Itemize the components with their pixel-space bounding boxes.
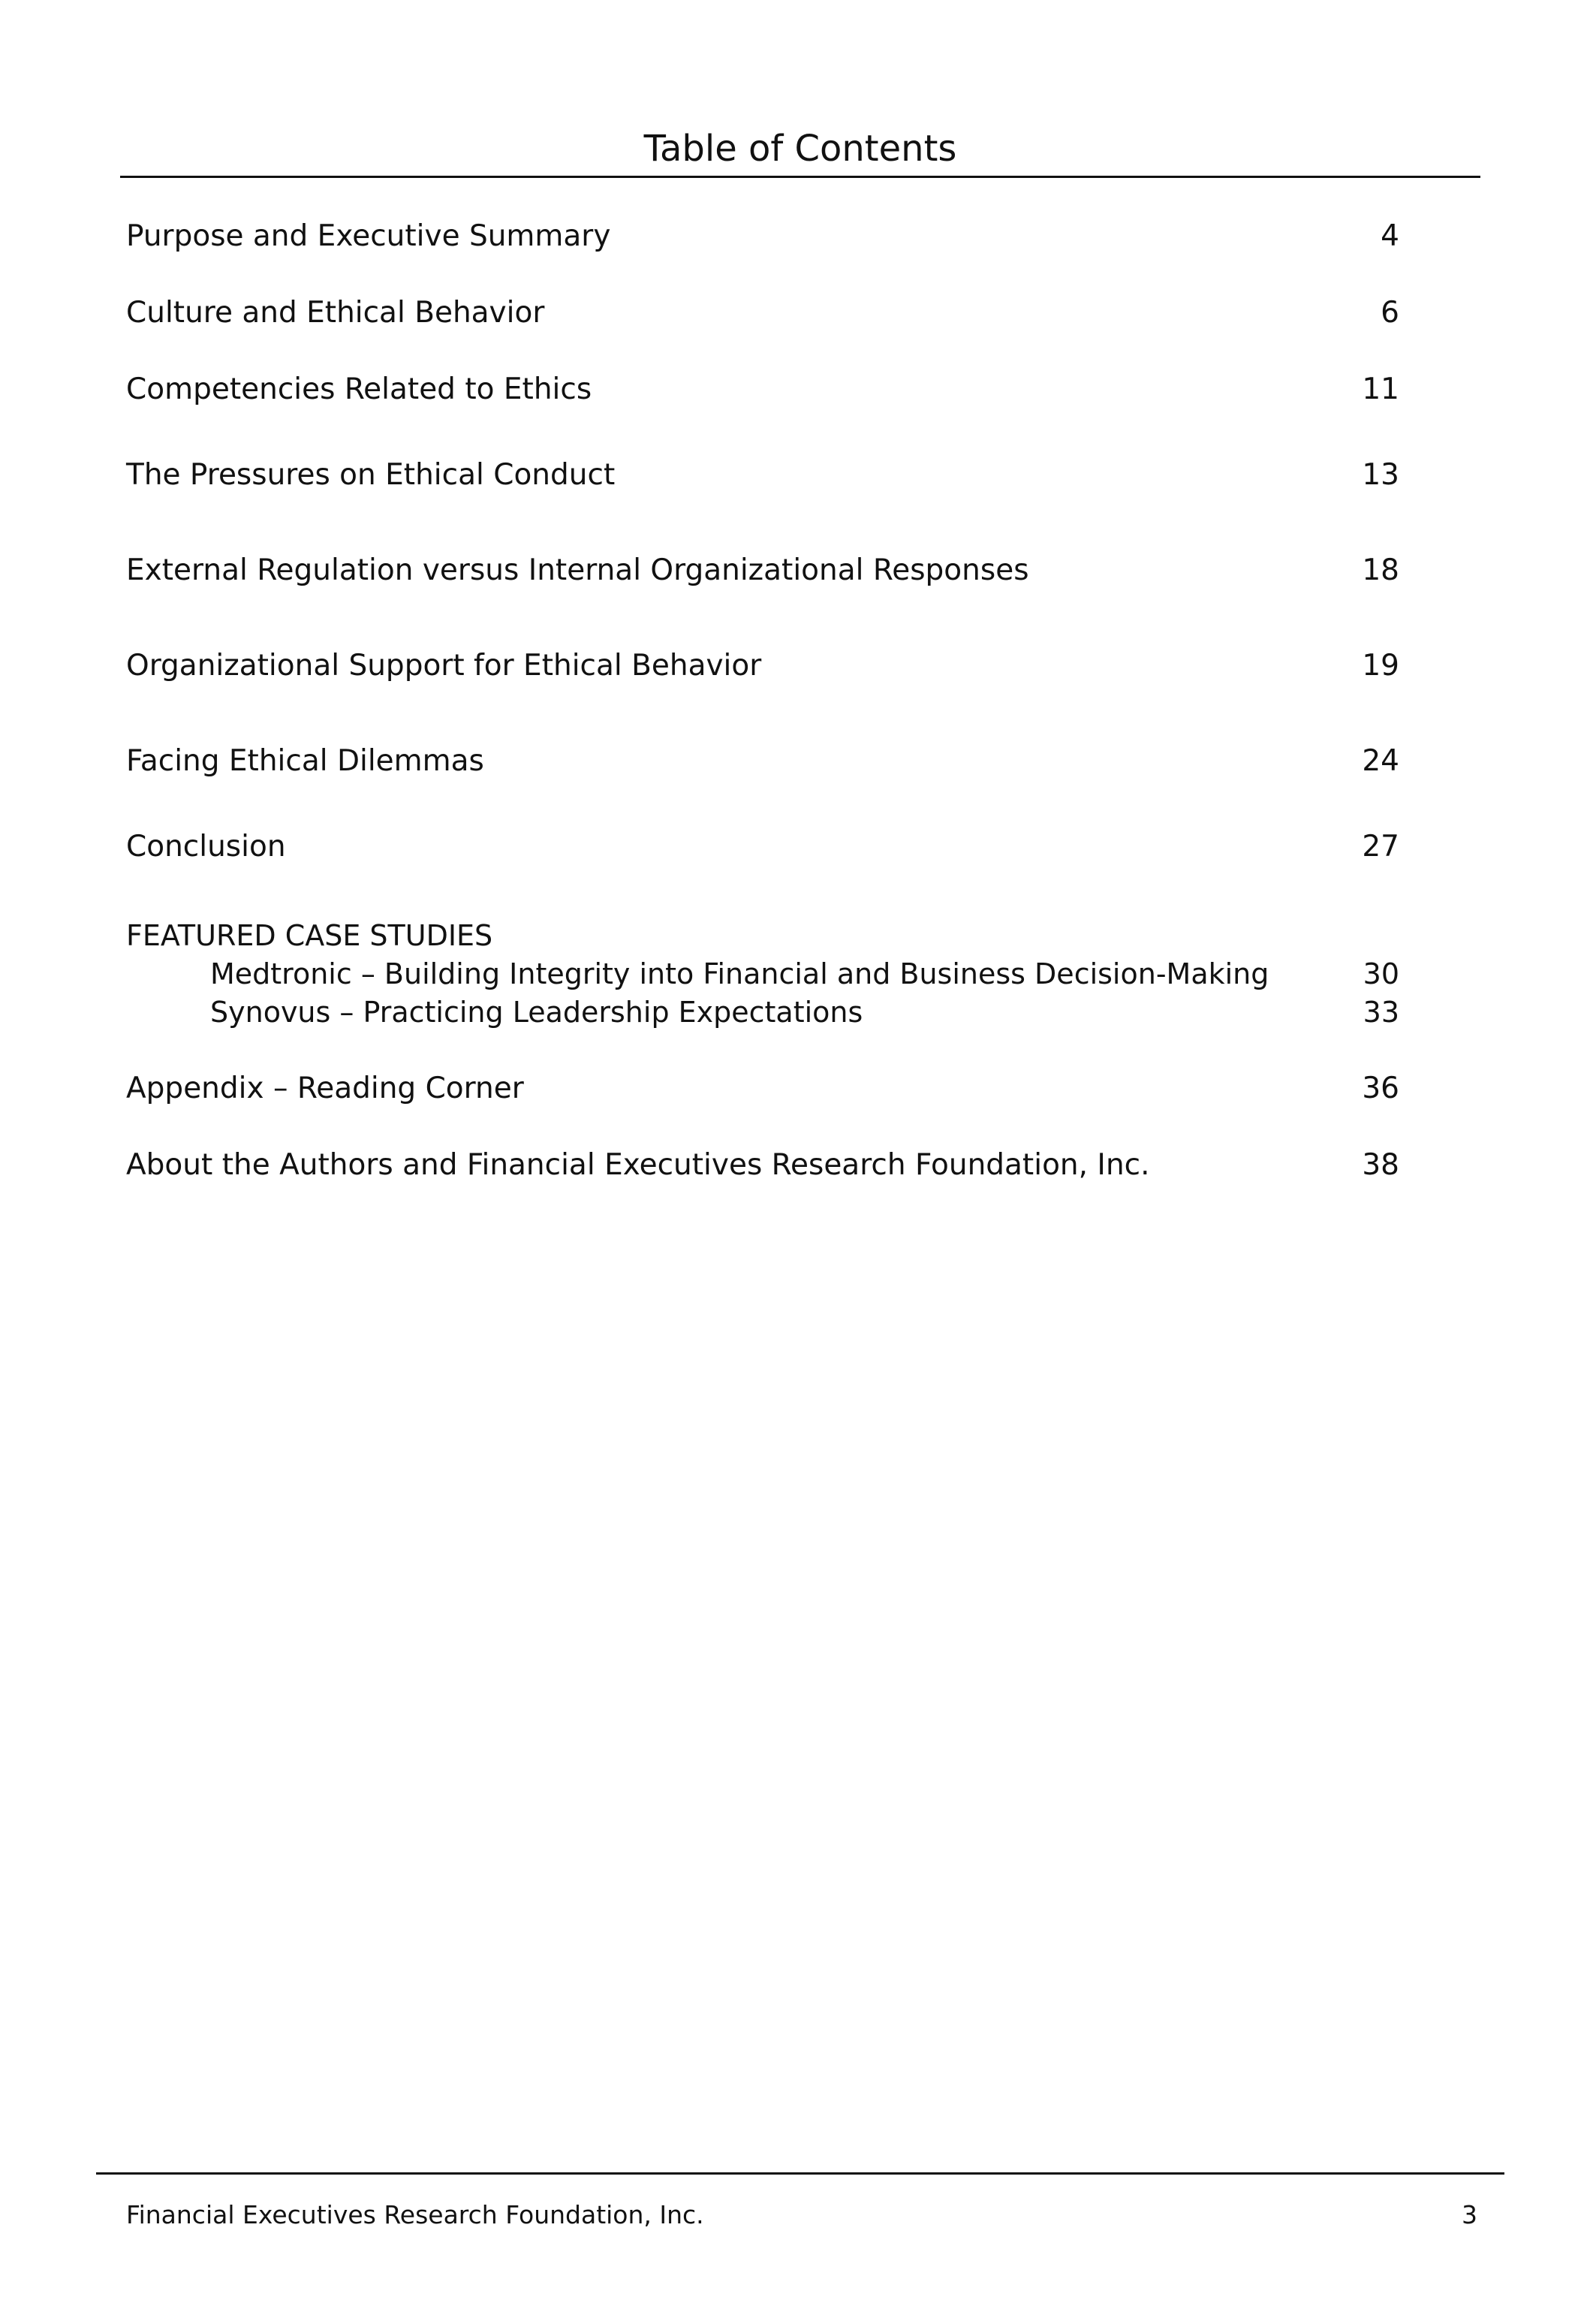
footer-organization: Financial Executives Research Foundation, Inc.: [126, 2200, 704, 2229]
toc-entry-label: Purpose and Executive Summary: [126, 219, 611, 253]
toc-entry-label: Conclusion: [126, 830, 286, 864]
toc-entry-page: 18: [1362, 553, 1399, 587]
toc-entry-page: 30: [1363, 957, 1399, 990]
toc-entry-page: 27: [1362, 830, 1399, 864]
toc-entry-label: Medtronic – Building Integrity into Financial and Business Decision-Making: [210, 957, 1269, 990]
toc-entry-label: Facing Ethical Dilemmas: [126, 744, 484, 778]
footer-page-number: 3: [1462, 2200, 1477, 2229]
title-divider: [120, 176, 1480, 178]
toc-entry-label: About the Authors and Financial Executives Research Foundation, Inc.: [126, 1148, 1150, 1182]
toc-entry-label: Appendix – Reading Corner: [126, 1072, 524, 1105]
page-title: Table of Contents: [643, 128, 957, 170]
featured-case-studies-heading: FEATURED CASE STUDIES: [126, 919, 493, 952]
toc-entry-label: Synovus – Practicing Leadership Expectations: [210, 996, 863, 1029]
toc-entry-label: Organizational Support for Ethical Behavior: [126, 649, 762, 683]
toc-entry-page: 13: [1362, 458, 1399, 492]
toc-entry-page: 33: [1363, 996, 1399, 1029]
toc-entry-page: 6: [1381, 296, 1399, 330]
toc-entry-label: The Pressures on Ethical Conduct: [126, 458, 616, 492]
toc-entry-page: 4: [1381, 219, 1399, 253]
toc-entry-page: 38: [1362, 1148, 1399, 1182]
toc-entry-label: Competencies Related to Ethics: [126, 372, 592, 406]
toc-entry-label: External Regulation versus Internal Organizational Responses: [126, 553, 1029, 587]
toc-entry-page: 36: [1362, 1072, 1399, 1105]
toc-entry-page: 11: [1362, 372, 1399, 406]
toc-entry-page: 24: [1362, 744, 1399, 778]
footer-divider: [96, 2172, 1504, 2175]
toc-entry-label: Culture and Ethical Behavior: [126, 296, 545, 330]
toc-entry-page: 19: [1362, 649, 1399, 683]
